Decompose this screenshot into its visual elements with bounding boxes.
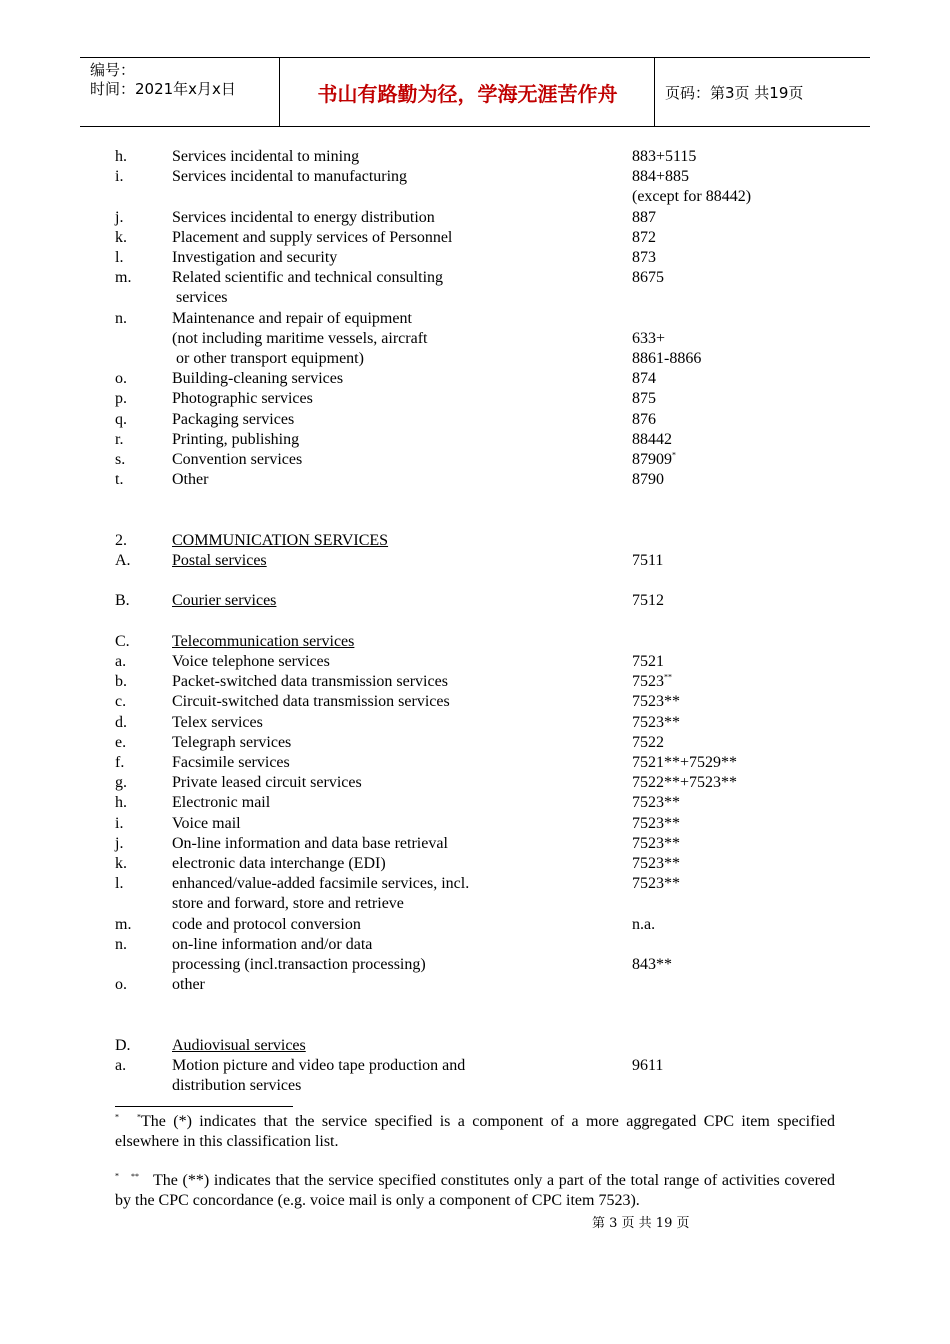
row-key: s. <box>115 451 126 468</box>
list-row <box>0 1056 950 1076</box>
list-row <box>0 551 950 571</box>
list-row <box>0 268 950 288</box>
row-cpc-code-text: 7523** <box>632 713 680 731</box>
row-description: Telecommunication services <box>172 632 355 650</box>
row-cpc-code-text: 887 <box>632 208 656 226</box>
row-cpc-code-text: 7523** <box>632 794 680 812</box>
list-row <box>0 450 950 470</box>
row-cpc-code <box>632 329 665 349</box>
row-description: Related scientific and technical consulting <box>172 269 444 287</box>
row-cpc-code <box>632 1056 663 1076</box>
list-row <box>0 692 950 712</box>
row-description: (not including maritime vessels, aircraft <box>172 329 428 347</box>
row-cpc-code <box>632 410 656 430</box>
row-cpc-code <box>632 349 701 369</box>
row-cpc-code <box>632 733 664 753</box>
list-row <box>0 511 950 531</box>
list-row <box>0 672 950 692</box>
row-cpc-code <box>632 874 680 894</box>
row-cpc-code <box>632 915 655 935</box>
row-cpc-code-text: 875 <box>632 390 656 408</box>
row-cpc-code-text: 873 <box>632 249 656 266</box>
row-description: Services incidental to energy distribution <box>172 208 435 226</box>
row-key: a. <box>115 1057 127 1074</box>
row-description: Printing, publishing <box>172 430 300 448</box>
footnote-2-text: The (**) indicates that the service specified constitutes only a part of the total range of activities covered by the CPC concordance (e.g. voice mail is only a component of CPC item 7523). <box>115 1172 835 1209</box>
list-row <box>0 430 950 450</box>
footnote-1 <box>115 1112 835 1152</box>
row-key: e. <box>115 733 127 751</box>
row-cpc-code-text: 633+ <box>632 329 666 347</box>
list-row <box>0 995 950 1015</box>
row-cpc-code <box>632 147 696 167</box>
row-cpc-code <box>632 248 656 268</box>
row-description: Packet-switched data transmission services <box>172 673 448 691</box>
row-cpc-code <box>632 854 680 874</box>
list-row <box>0 955 950 975</box>
list-row <box>0 309 950 329</box>
row-description: electronic data interchange (EDI) <box>172 855 386 872</box>
row-key: a. <box>115 653 127 670</box>
row-key: t. <box>115 471 124 489</box>
list-row <box>0 975 950 995</box>
row-description: Other <box>172 471 209 489</box>
header-meta <box>80 58 280 126</box>
row-description: Voice telephone services <box>172 653 330 670</box>
row-key: m. <box>115 915 132 933</box>
row-cpc-code-text: 7522 <box>632 733 664 751</box>
footnote-2-ref: * <box>115 1171 119 1181</box>
row-cpc-code <box>632 814 680 834</box>
row-cpc-code-text: 883+5115 <box>632 148 697 165</box>
row-key: n. <box>115 309 127 327</box>
row-key: f. <box>115 754 125 771</box>
row-key: j. <box>115 834 124 852</box>
row-cpc-code <box>632 955 672 975</box>
row-key: d. <box>115 713 127 731</box>
footnote-2 <box>115 1171 835 1211</box>
row-description: processing (incl.transaction processing) <box>172 956 426 973</box>
header-motto: 书山有路勤为径，学海无涯苦作舟 <box>281 58 655 126</box>
list-row <box>0 208 950 228</box>
row-cpc-code <box>632 713 680 733</box>
row-description: Motion picture and video tape production and <box>172 1057 466 1074</box>
row-cpc-code-text: 88442 <box>632 430 672 448</box>
page-header <box>80 57 870 127</box>
list-row <box>0 733 950 753</box>
list-row <box>0 248 950 268</box>
row-key: c. <box>115 693 127 711</box>
row-cpc-code <box>632 450 676 470</box>
row-cpc-code <box>632 167 689 187</box>
row-cpc-code-text: 874 <box>632 370 656 388</box>
row-description: Maintenance and repair of equipment <box>172 309 412 327</box>
list-row <box>0 652 950 672</box>
list-row <box>0 490 950 510</box>
list-row <box>0 591 950 611</box>
row-cpc-code-text: 843** <box>632 956 672 973</box>
row-cpc-code <box>632 834 680 854</box>
row-key: A. <box>115 552 131 569</box>
list-row <box>0 389 950 409</box>
list-row <box>0 834 950 854</box>
row-cpc-code-text: 872 <box>632 228 656 246</box>
row-description: other <box>172 976 205 994</box>
row-description: on-line information and/or data <box>172 935 373 953</box>
document-number-label: 编号： <box>90 61 136 79</box>
row-key: m. <box>115 269 132 287</box>
row-cpc-code <box>632 652 664 672</box>
list-row <box>0 632 950 652</box>
list-row <box>0 167 950 187</box>
row-key: k. <box>115 855 127 872</box>
list-row <box>0 713 950 733</box>
row-cpc-code <box>632 753 737 773</box>
row-description: COMMUNICATION SERVICES <box>172 531 389 549</box>
row-key: C. <box>115 632 130 650</box>
row-cpc-code <box>632 268 664 288</box>
row-cpc-code-text: 7512 <box>632 592 664 610</box>
row-description: services <box>172 289 228 307</box>
row-cpc-code-text: 7523 <box>632 673 664 691</box>
row-description: Convention services <box>172 451 303 468</box>
list-row <box>0 874 950 894</box>
list-row <box>0 935 950 955</box>
row-description: Audiovisual services <box>172 1036 306 1054</box>
row-cpc-code-footnote-mark: * <box>672 450 676 460</box>
row-description: Investigation and security <box>172 249 338 266</box>
row-cpc-code <box>632 430 672 450</box>
row-description: Postal services <box>172 552 267 569</box>
row-cpc-code <box>632 228 656 248</box>
list-row <box>0 1036 950 1056</box>
row-description: Facsimile services <box>172 754 290 771</box>
row-cpc-code-text: 884+885 <box>632 168 690 186</box>
row-cpc-code-text: 7523** <box>632 814 680 832</box>
row-cpc-code <box>632 470 664 490</box>
row-cpc-code <box>632 551 663 571</box>
row-key: 2. <box>115 531 127 549</box>
row-cpc-code <box>632 692 680 712</box>
row-cpc-code-text: 7523** <box>632 693 680 711</box>
row-cpc-code <box>632 369 656 389</box>
row-description: Building-cleaning services <box>172 370 344 388</box>
list-row <box>0 773 950 793</box>
row-key: k. <box>115 228 127 246</box>
row-key: q. <box>115 410 127 428</box>
row-cpc-code-text: 9611 <box>632 1057 664 1074</box>
row-cpc-code-footnote-mark: ** <box>664 672 672 682</box>
list-row <box>0 854 950 874</box>
row-key: i. <box>115 814 124 832</box>
list-row <box>0 228 950 248</box>
row-description: code and protocol conversion <box>172 915 361 933</box>
row-description: Private leased circuit services <box>172 774 362 792</box>
row-description: or other transport equipment) <box>172 350 364 367</box>
list-row <box>0 1016 950 1036</box>
row-description: Services incidental to mining <box>172 148 360 165</box>
row-description: Courier services <box>172 592 277 610</box>
row-description: On-line information and data base retrieval <box>172 834 448 852</box>
list-row <box>0 288 950 308</box>
list-row <box>0 814 950 834</box>
list-row <box>0 753 950 773</box>
row-key: b. <box>115 673 127 691</box>
row-cpc-code-text: 7521 <box>632 653 664 670</box>
row-cpc-code <box>632 187 751 207</box>
header-page-label: 页码：第3页 共19页 <box>665 83 804 102</box>
row-key: n. <box>115 935 127 953</box>
row-cpc-code-text: n.a. <box>632 915 656 933</box>
row-cpc-code-text: 8790 <box>632 471 664 489</box>
row-cpc-code-text: 7523** <box>632 855 680 872</box>
row-cpc-code-text: 8861-8866 <box>632 350 702 367</box>
footnote-2-mark: ** <box>131 1171 139 1181</box>
row-cpc-code <box>632 773 737 793</box>
list-row <box>0 329 950 349</box>
row-description: Photographic services <box>172 390 313 408</box>
list-row <box>0 531 950 551</box>
row-key: g. <box>115 774 127 792</box>
page-footer: 第 3 页 共 19 页 <box>592 1216 690 1231</box>
row-description: store and forward, store and retrieve <box>172 895 404 913</box>
row-key: B. <box>115 592 130 610</box>
row-cpc-code-text: 87909 <box>632 451 672 468</box>
list-row <box>0 894 950 914</box>
row-cpc-code-text: 7511 <box>632 552 664 569</box>
row-cpc-code-text: 7522**+7523** <box>632 774 738 792</box>
row-key: l. <box>115 249 124 266</box>
row-cpc-code <box>632 389 656 409</box>
footnote-1-ref: * <box>115 1112 119 1122</box>
row-cpc-code-text: 876 <box>632 410 656 428</box>
list-row <box>0 793 950 813</box>
row-key: h. <box>115 794 127 812</box>
list-row <box>0 410 950 430</box>
list-row <box>0 369 950 389</box>
row-description: Packaging services <box>172 410 295 428</box>
row-key: r. <box>115 430 124 448</box>
row-description: Telex services <box>172 713 263 731</box>
row-description: Circuit-switched data transmission services <box>172 693 450 711</box>
row-key: i. <box>115 168 124 186</box>
row-key: h. <box>115 148 127 165</box>
row-cpc-code <box>632 208 656 228</box>
row-description: Electronic mail <box>172 794 271 812</box>
row-description: distribution services <box>172 1077 302 1095</box>
row-description: Services incidental to manufacturing <box>172 168 408 186</box>
footnote-separator <box>115 1106 293 1107</box>
row-key: D. <box>115 1036 131 1054</box>
row-key: o. <box>115 370 127 388</box>
date-label: 时间：2021年x月x日 <box>90 80 236 98</box>
row-cpc-code-text: 8675 <box>632 269 664 287</box>
row-cpc-code <box>632 793 680 813</box>
row-key: l. <box>115 875 124 893</box>
list-row <box>0 147 950 167</box>
row-key: j. <box>115 208 124 226</box>
row-description: Placement and supply services of Personnel <box>172 228 453 246</box>
row-cpc-code-text: (except for 88442) <box>632 188 752 206</box>
row-description: Telegraph services <box>172 733 292 751</box>
row-cpc-code-text: 7523** <box>632 875 680 893</box>
footnote-1-text: The (*) indicates that the service specified is a component of a more aggregated CPC item specified elsewhere in this classification list. <box>115 1113 835 1150</box>
row-description: enhanced/value-added facsimile services, incl. <box>172 875 470 893</box>
footnote-1-mark: * <box>137 1112 141 1122</box>
row-cpc-code-text: 7521**+7529** <box>632 754 738 771</box>
list-row <box>0 349 950 369</box>
list-row <box>0 612 950 632</box>
row-cpc-code <box>632 591 664 611</box>
list-row <box>0 571 950 591</box>
list-row <box>0 1076 950 1096</box>
row-description: Voice mail <box>172 814 241 832</box>
list-row <box>0 187 950 207</box>
row-key: p. <box>115 390 127 408</box>
list-row <box>0 470 950 490</box>
list-row <box>0 915 950 935</box>
row-cpc-code <box>632 672 672 692</box>
row-cpc-code-text: 7523** <box>632 834 680 852</box>
row-key: o. <box>115 976 127 994</box>
